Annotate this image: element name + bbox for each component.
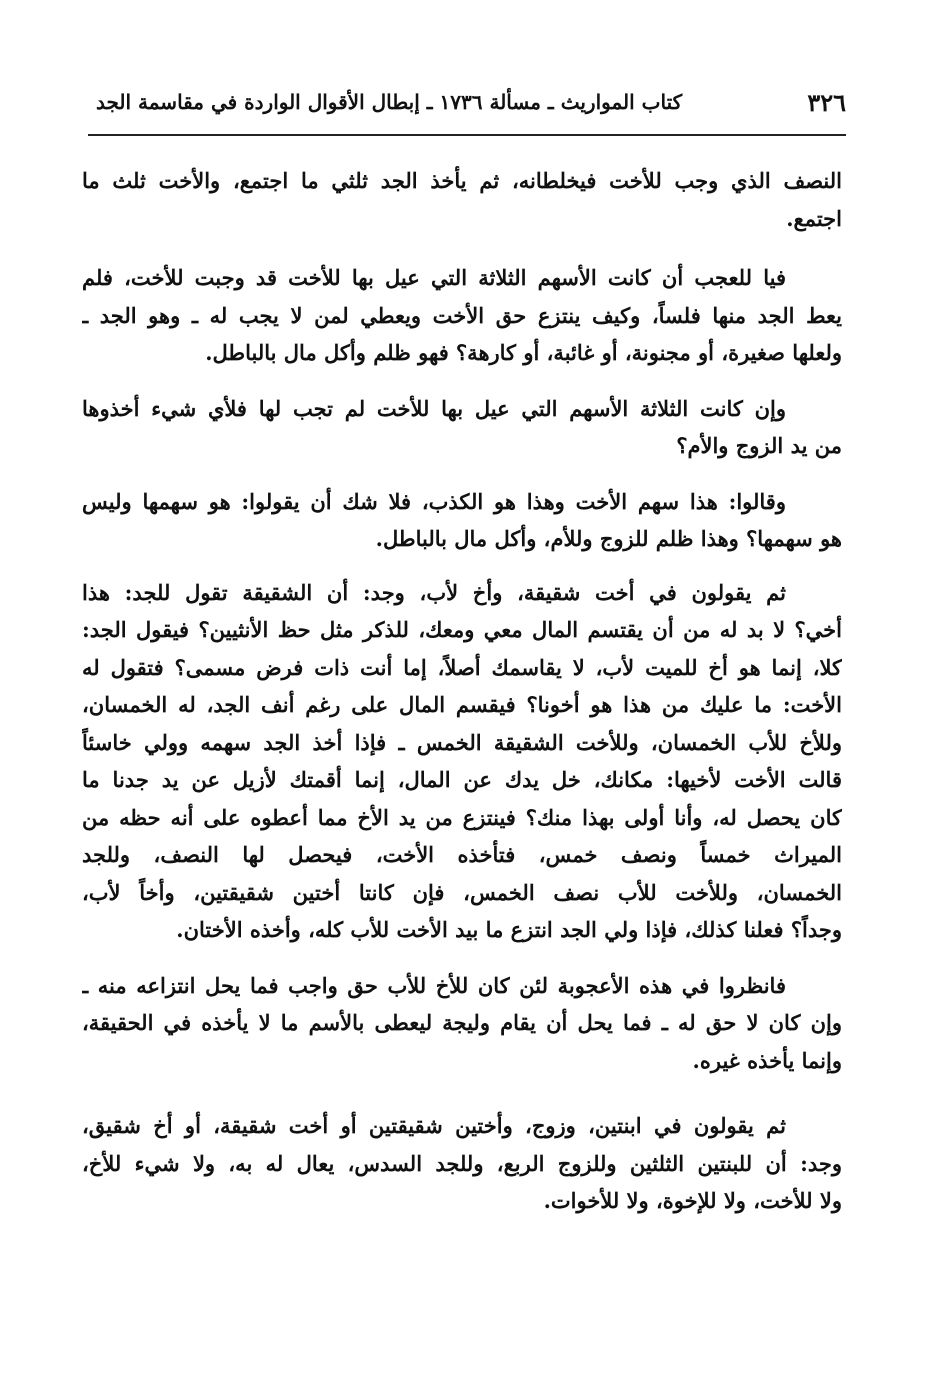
text-line: الأخت: ما عليك من هذا هو أخونا؟ فيقسم المال على رغم أنف الجد، له الخمسان، [82,692,842,717]
text-line: وقالوا: هذا سهم الأخت وهذا هو الكذب، فلا شك أن يقولوا: هو سهمها وليس [82,488,786,514]
text-line: الميراث خمساً ونصف خمس، فتأخذه الأخت، فيحصل لها النصف، وللجد [82,842,842,867]
text-line: وجداً؟ فعلنا كذلك، فإذا ولي الجد انتزع ما بيد الأخت للأب كله، وأخذه الأختان. [176,917,842,942]
text-line: وللأخ للأب الخمسان، وللأخت الشقيقة الخمس ـ فإذا أخذ الجد سهمه وولي خاسئاً [82,729,842,755]
text-line: النصف الذي وجب للأخت فيخلطانه، ثم يأخذ الجد ثلثي ما اجتمع، والأخت ثلث ما [82,168,842,193]
text-line: هو سهمها؟ وهذا ظلم للزوج وللأم، وأكل مال بالباطل. [375,526,842,551]
page-header [88,84,846,128]
text-line: وجد: أن للبنتين الثلثين وللزوج الربع، وللجد السدس، يعال له به، ولا شيء للأخ، [82,1150,842,1176]
paragraph [82,483,842,558]
paragraph [82,162,842,237]
text-line: اجتمع. [786,205,842,231]
paragraph [82,390,842,465]
paragraph [82,967,842,1080]
text-line: من يد الزوج والأم؟ [676,433,842,458]
text-line: فيا للعجب أن كانت الأسهم الثلاثة التي عيل بها للأخت قد وجبت للأخت، فلم [82,265,786,290]
running-title: كتاب المواريث ـ مسألة ١٧٣٦ ـ إبطال الأقوال الواردة في مقاسمة الجد [96,90,683,114]
text-line: ثم يقولون في ابنتين، وزوج، وأختين شقيقتين أو أخت شقيقة، أو أخ شقيق، [82,1113,786,1138]
text-line: ولا للأخت، ولا للإخوة، ولا للأخوات. [543,1188,842,1213]
paragraph [82,1107,842,1220]
text-line: ثم يقولون في أخت شقيقة، وأخ لأب، وجد: أن الشقيقة تقول للجد: هذا [82,579,786,605]
header-rule [88,134,846,136]
text-line: كان يحصل له، وأنا أولى بهذا منك؟ فينتزع من يد الأخ مما أعطوه على أنه حظه من [82,804,842,830]
text-line: وإن كان لا حق له ـ فما يحل أن يقام وليجة ليعطى بالأسم ما لا يأخذه في الحقيقة، [82,1010,842,1035]
text-line: قالت الأخت لأخيها: مكانك، خل يدك عن المال، إنما أقمتك لأزيل عن يد جدنا ما [82,767,842,792]
text-line: يعط الجد منها فلساً، وكيف ينتزع حق الأخت ويعطي لمن لا يجب له ـ وهو الجد ـ [82,302,842,328]
text-line: كلا، إنما هو أخ للميت لأب، لا يقاسمك أصلاً، إما أنت ذات فرض مسمى؟ فتقول له [82,654,842,680]
text-line: وإنما يأخذه غيره. [692,1047,842,1073]
paragraph [82,574,842,949]
body-text [82,162,842,1240]
text-line: فانظروا في هذه الأعجوبة لئن كان للأخ للأب حق واجب فما يحل انتزاعه منه ـ [82,972,786,998]
paragraph [82,259,842,372]
text-line: ولعلها صغيرة، أو مجنونة، أو غائبة، أو كارهة؟ فهو ظلم وأكل مال بالباطل. [205,340,842,365]
text-line: الخمسان، وللأخت للأب نصف الخمس، فإن كانتا أختين شقيقتين، وأخاً لأب، [82,879,842,905]
text-line: أخي؟ لا بد له من أن يقتسم المال معي ومعك، للذكر مثل حظ الأنثيين؟ فيقول الجد: [82,617,842,642]
text-line: وإن كانت الثلاثة الأسهم التي عيل بها للأخت لم تجب لها فلأي شيء أخذوها [82,395,786,421]
page-number: ٣٢٦ [807,88,846,117]
